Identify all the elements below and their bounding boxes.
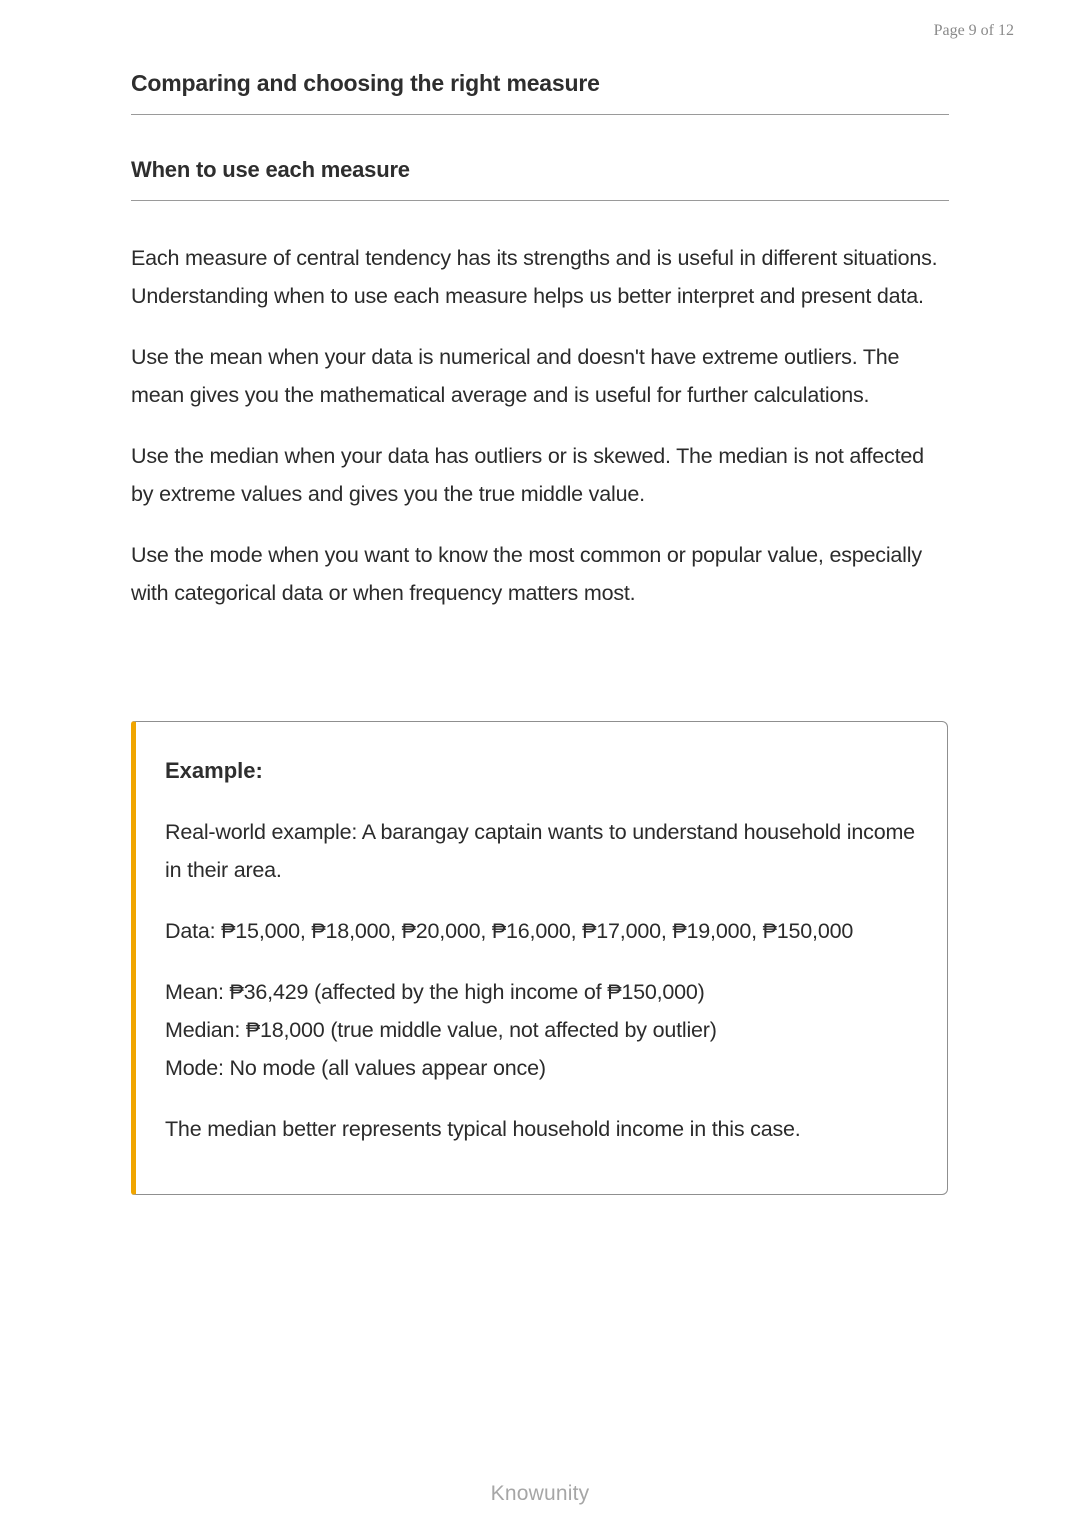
example-mean-line: Mean: ₱36,429 (affected by the high income of ₱150,000)	[165, 980, 705, 1004]
example-conclusion: The median better represents typical household income in this case.	[165, 1117, 801, 1141]
section-title: Comparing and choosing the right measure	[131, 70, 600, 96]
subsection-title: When to use each measure	[131, 157, 410, 182]
example-median-line: Median: ₱18,000 (true middle value, not affected by outlier)	[165, 1018, 717, 1042]
example-content	[165, 752, 925, 1171]
body-text	[131, 239, 949, 635]
paragraph-intro: Each measure of central tendency has its strengths and is useful in different situations. Understanding when to use each measure helps us better interpret and present data.	[131, 246, 938, 308]
section-divider	[131, 114, 949, 115]
page-number: Page 9 of 12	[933, 22, 1014, 39]
paragraph-mode: Use the mode when you want to know the most common or popular value, especially with categorical data or when frequency matters most.	[131, 543, 922, 605]
example-stats	[165, 973, 925, 1087]
example-mode-line: Mode: No mode (all values appear once)	[165, 1056, 546, 1080]
example-callout	[131, 721, 948, 1195]
example-intro: Real-world example: A barangay captain wants to understand household income in their area.	[165, 820, 915, 882]
footer-brand: Knowunity	[490, 1482, 590, 1505]
paragraph-median: Use the median when your data has outliers or is skewed. The median is not affected by extreme values and gives you the true middle value.	[131, 444, 924, 506]
paragraph-mean: Use the mean when your data is numerical and doesn't have extreme outliers. The mean gives you the mathematical average and is useful for further calculations.	[131, 345, 900, 407]
subsection-divider	[131, 200, 949, 201]
example-data-line: Data: ₱15,000, ₱18,000, ₱20,000, ₱16,000, ₱17,000, ₱19,000, ₱150,000	[165, 919, 854, 943]
example-title: Example:	[165, 758, 263, 783]
